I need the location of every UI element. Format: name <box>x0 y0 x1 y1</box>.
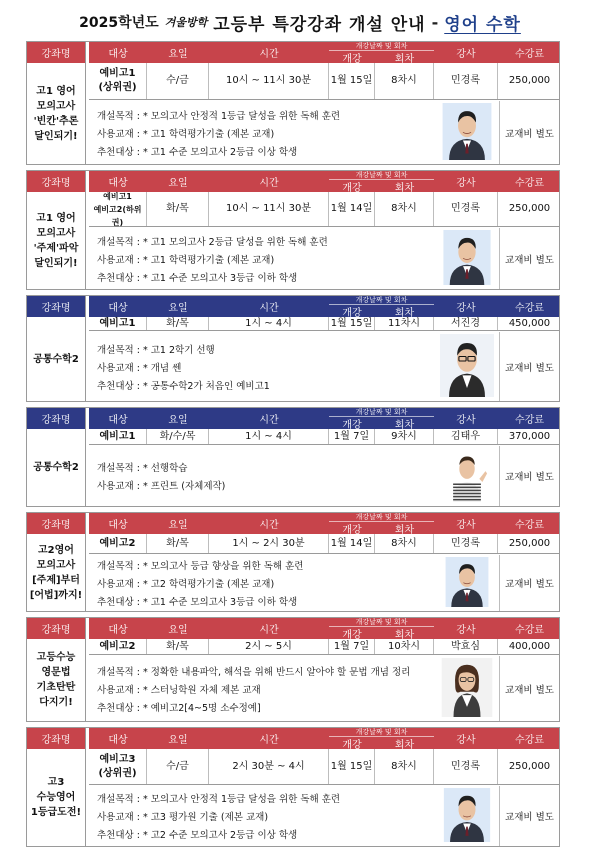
course-name-header: 강좌명 <box>27 728 85 749</box>
start-header <box>329 513 434 534</box>
time-header: 시간 <box>259 49 279 60</box>
day-header: 요일 <box>168 178 188 189</box>
teacher-photo-male-glasses <box>437 334 497 397</box>
course-name-header: 강좌명 <box>27 42 85 63</box>
teacher-header: 강사 <box>456 625 476 636</box>
course-fee: 250,000 <box>508 537 551 549</box>
course-name-column <box>27 408 86 506</box>
teacher-header: 강사 <box>456 415 476 426</box>
time-header: 시간 <box>259 625 279 636</box>
course-teacher: 박효심 <box>434 639 498 654</box>
sessions-header: 회차 <box>394 182 415 194</box>
course-start-date: 1월 7일 <box>329 639 375 654</box>
course-sessions: 10차시 <box>375 639 434 654</box>
start-date-header: 개강 <box>342 739 362 751</box>
course-teacher: 민경록 <box>434 63 498 99</box>
time-header: 시간 <box>259 303 279 314</box>
title-dash: - <box>431 12 439 32</box>
course-name-text: 고1 영어 모의고사 '빈칸'추론 달인되기! <box>33 85 79 142</box>
target-header: 대상 <box>108 415 128 426</box>
material-fee-note: 교재비 별도 <box>499 786 559 846</box>
start-header-top: 개강날짜 및 회차 <box>329 513 434 522</box>
course-info-row <box>89 317 559 331</box>
teacher-header: 강사 <box>456 303 476 314</box>
time-header: 시간 <box>259 735 279 746</box>
course-description-line: 추천대상 : * 고1 수준 모의고사 3등급 이하 학생 <box>97 272 298 284</box>
course-description <box>89 656 434 721</box>
course-day: 화/목 <box>147 192 209 226</box>
course-time: 10시 ~ 11시 30분 <box>209 63 329 99</box>
column-header-row <box>89 171 559 192</box>
course-description-line: 추천대상 : * 고1 수준 모의고사 2등급 이상 학생 <box>97 146 298 158</box>
course-block <box>26 170 560 290</box>
day-header: 요일 <box>168 415 188 426</box>
fee-header: 수강료 <box>515 625 544 636</box>
fee-header: 수강료 <box>515 178 544 189</box>
day-header: 요일 <box>168 520 188 531</box>
course-day: 화/목 <box>147 639 209 654</box>
course-name-text: 공통수학2 <box>33 462 79 473</box>
course-day: 화/수/목 <box>147 429 209 444</box>
column-header-row <box>89 408 559 429</box>
start-date-header: 개강 <box>342 182 362 194</box>
title-year: 2025학년도 <box>79 15 159 31</box>
course-target: 예비고3 (상위권) <box>89 749 147 784</box>
teacher-header: 강사 <box>456 735 476 746</box>
target-header: 대상 <box>108 178 128 189</box>
course-sessions: 11차시 <box>375 317 434 330</box>
material-fee-note: 교재비 별도 <box>499 656 559 721</box>
course-target: 예비고2 <box>89 534 147 553</box>
course-fee: 250,000 <box>508 75 551 86</box>
start-date-header: 개강 <box>342 629 362 641</box>
course-name-column <box>27 513 86 611</box>
course-description-line: 사용교재 : * 프린트 (자체제작) <box>97 481 226 492</box>
course-time: 1시 ~ 2시 30분 <box>209 534 329 553</box>
course-start-date: 1월 15일 <box>329 63 375 99</box>
start-header <box>329 408 434 429</box>
teacher-photo-male-suit <box>437 103 497 160</box>
course-sessions: 8차시 <box>375 63 434 99</box>
column-header-row <box>89 728 559 749</box>
time-header: 시간 <box>259 415 279 426</box>
course-name-text: 고1 영어 모의고사 '주제'파악 달인되기! <box>33 212 79 269</box>
course-day: 화/목 <box>147 534 209 553</box>
course-block <box>26 407 560 507</box>
course-start-date: 1월 15일 <box>329 317 375 330</box>
course-description <box>89 101 434 164</box>
course-name <box>27 534 85 611</box>
column-header-row <box>89 513 559 534</box>
teacher-header: 강사 <box>456 49 476 60</box>
course-sessions: 8차시 <box>375 534 434 553</box>
start-header <box>329 171 434 192</box>
course-day: 수/금 <box>147 63 209 99</box>
start-header-top: 개강날짜 및 회차 <box>329 171 434 180</box>
course-description-line: 개설목적 : * 모의고사 안정적 1등급 달성을 위한 독해 훈련 <box>97 110 341 122</box>
course-name-column <box>27 728 86 846</box>
course-description-line: 사용교재 : * 개념 쎈 <box>97 362 182 374</box>
course-name-text: 고등수능 영문법 기초탄탄 다지기! <box>36 652 76 708</box>
sessions-header: 회차 <box>394 524 415 536</box>
course-info-row <box>89 429 559 445</box>
course-info-row <box>89 639 559 655</box>
target-header: 대상 <box>108 735 128 746</box>
fee-header: 수강료 <box>515 303 544 314</box>
teacher-header: 강사 <box>456 520 476 531</box>
teacher-photo-male-suit <box>437 788 497 842</box>
course-name-text: 고3 수능영어 1등급도전! <box>30 777 82 818</box>
material-fee-note: 교재비 별도 <box>499 446 559 506</box>
course-description-line: 사용교재 : * 고1 학력평가기출 (제본 교재) <box>97 254 275 266</box>
material-fee-note: 교재비 별도 <box>499 101 559 164</box>
start-header-top: 개강날짜 및 회차 <box>329 408 434 417</box>
start-date-header: 개강 <box>342 307 362 319</box>
sessions-header: 회차 <box>394 307 415 319</box>
course-time: 1시 ~ 4시 <box>209 317 329 330</box>
course-block <box>26 41 560 165</box>
title-subject: 영어 수학 <box>444 14 521 35</box>
course-time: 2시 30분 ~ 4시 <box>209 749 329 784</box>
start-date-header: 개강 <box>342 524 362 536</box>
start-date-header: 개강 <box>342 419 362 431</box>
course-day: 수/금 <box>147 749 209 784</box>
course-time: 10시 ~ 11시 30분 <box>209 192 329 226</box>
course-sessions: 8차시 <box>375 192 434 226</box>
course-teacher: 민경록 <box>434 534 498 553</box>
course-name <box>27 317 85 401</box>
course-description-line: 개설목적 : * 고1 모의고사 2등급 달성을 위한 독해 훈련 <box>97 236 328 248</box>
course-target: 예비고1 <box>89 429 147 444</box>
course-info-row <box>89 63 559 100</box>
teacher-photo-male-striped <box>437 448 497 502</box>
course-target: 예비고2 <box>89 639 147 654</box>
column-header-row <box>89 42 559 63</box>
course-description-line: 추천대상 : * 예비고2[4~5명 소수정예] <box>97 702 261 714</box>
material-fee-note: 교재비 별도 <box>499 332 559 401</box>
course-teacher: 김태우 <box>434 429 498 444</box>
course-name-header: 강좌명 <box>27 408 85 429</box>
day-header: 요일 <box>168 303 188 314</box>
course-info-row <box>89 534 559 554</box>
course-name-column <box>27 618 86 721</box>
course-teacher: 민경록 <box>434 192 498 226</box>
course-name-text: 공통수학2 <box>33 353 79 365</box>
sessions-header: 회차 <box>394 53 415 65</box>
start-header <box>329 296 434 317</box>
course-info-row <box>89 192 559 227</box>
course-description-line: 개설목적 : * 모의고사 등급 향상을 위한 독해 훈련 <box>97 561 304 572</box>
time-header: 시간 <box>259 178 279 189</box>
course-start-date: 1월 14일 <box>329 534 375 553</box>
course-name-header: 강좌명 <box>27 513 85 534</box>
course-description <box>89 555 434 611</box>
course-name <box>27 192 85 289</box>
time-header: 시간 <box>259 520 279 531</box>
course-block <box>26 617 560 722</box>
day-header: 요일 <box>168 735 188 746</box>
course-description-line: 사용교재 : * 스터닝학원 자체 제본 교재 <box>97 684 261 696</box>
course-description-line: 개설목적 : * 선행학습 <box>97 463 188 474</box>
course-start-date: 1월 15일 <box>329 749 375 784</box>
course-name <box>27 429 85 506</box>
course-description-line: 사용교재 : * 고2 학력평가기출 (제본 교재) <box>97 579 275 590</box>
day-header: 요일 <box>168 49 188 60</box>
course-sessions: 9차시 <box>375 429 434 444</box>
course-block <box>26 512 560 612</box>
sessions-header: 회차 <box>394 629 415 641</box>
start-header <box>329 42 434 63</box>
course-description-line: 사용교재 : * 고3 평가원 기출 (제본 교재) <box>97 812 269 823</box>
target-header: 대상 <box>108 49 128 60</box>
course-teacher: 민경록 <box>434 749 498 784</box>
start-header-top: 개강날짜 및 회차 <box>329 728 434 737</box>
course-fee: 250,000 <box>508 760 551 772</box>
teacher-header: 강사 <box>456 178 476 189</box>
course-description <box>89 446 434 506</box>
day-header: 요일 <box>168 625 188 636</box>
course-name-header: 강좌명 <box>27 171 85 192</box>
course-name-text: 고2영어 모의고사 [주제]부터 [어법]까지! <box>29 544 83 601</box>
title-season: 겨울방학 <box>164 16 208 29</box>
sessions-header: 회차 <box>394 739 415 751</box>
start-date-header: 개강 <box>342 53 362 65</box>
course-sessions: 8차시 <box>375 749 434 784</box>
teacher-photo-male-suit <box>437 230 497 285</box>
fee-header: 수강료 <box>515 415 544 426</box>
start-header-top: 개강날짜 및 회차 <box>329 296 434 305</box>
course-description-line: 개설목적 : * 모의고사 안정적 1등급 달성을 위한 독해 훈련 <box>97 794 341 805</box>
column-header-row <box>89 618 559 639</box>
course-description-line: 개설목적 : * 고1 2학기 선행 <box>97 344 215 356</box>
fee-header: 수강료 <box>515 735 544 746</box>
course-fee: 450,000 <box>508 317 551 329</box>
course-fee: 250,000 <box>508 203 551 214</box>
course-target: 예비고1 예비고2(하위권) <box>89 192 147 226</box>
course-start-date: 1월 7일 <box>329 429 375 444</box>
fee-header: 수강료 <box>515 49 544 60</box>
course-start-date: 1월 14일 <box>329 192 375 226</box>
course-description <box>89 332 434 401</box>
teacher-photo-male-suit <box>437 557 497 607</box>
start-header <box>329 618 434 639</box>
course-name-column <box>27 171 86 289</box>
title-main: 고등부 특강강좌 개설 안내 <box>213 14 426 35</box>
target-header: 대상 <box>108 625 128 636</box>
course-target: 예비고1 <box>89 317 147 330</box>
material-fee-note: 교재비 별도 <box>499 228 559 289</box>
course-name-column <box>27 42 86 164</box>
course-description-line: 사용교재 : * 고1 학력평가기출 (제본 교재) <box>97 128 275 140</box>
course-fee: 400,000 <box>508 640 551 652</box>
course-block <box>26 295 560 402</box>
course-name <box>27 63 85 164</box>
course-day: 화/목 <box>147 317 209 330</box>
target-header: 대상 <box>108 520 128 531</box>
course-description <box>89 228 434 289</box>
course-description <box>89 786 434 846</box>
page-title <box>0 6 600 38</box>
start-header-top: 개강날짜 및 회차 <box>329 42 434 51</box>
start-header-top: 개강날짜 및 회차 <box>329 618 434 627</box>
course-teacher: 서진경 <box>434 317 498 330</box>
fee-header: 수강료 <box>515 520 544 531</box>
course-description-line: 개설목적 : * 정확한 내용파악, 해석을 위해 반드시 알아야 할 문법 개념 정리 <box>97 666 411 678</box>
course-name-header: 강좌명 <box>27 618 85 639</box>
material-fee-note: 교재비 별도 <box>499 555 559 611</box>
course-block <box>26 727 560 847</box>
course-name <box>27 639 85 721</box>
target-header: 대상 <box>108 303 128 314</box>
course-description-line: 추천대상 : * 고1 수준 모의고사 3등급 이하 학생 <box>97 597 298 608</box>
course-fee: 370,000 <box>508 430 551 442</box>
course-name <box>27 749 85 846</box>
course-time: 1시 ~ 4시 <box>209 429 329 444</box>
sessions-header: 회차 <box>394 419 415 431</box>
course-name-header: 강좌명 <box>27 296 85 317</box>
start-header <box>329 728 434 749</box>
course-time: 2시 ~ 5시 <box>209 639 329 654</box>
column-header-row <box>89 296 559 317</box>
course-description-line: 추천대상 : * 고2 수준 모의고사 2등급 이상 학생 <box>97 830 298 841</box>
teacher-photo-female <box>437 658 497 717</box>
course-info-row <box>89 749 559 785</box>
course-name-column <box>27 296 86 401</box>
course-target: 예비고1 (상위권) <box>89 63 147 99</box>
course-description-line: 추천대상 : * 공통수학2가 처음인 예비고1 <box>97 380 270 392</box>
